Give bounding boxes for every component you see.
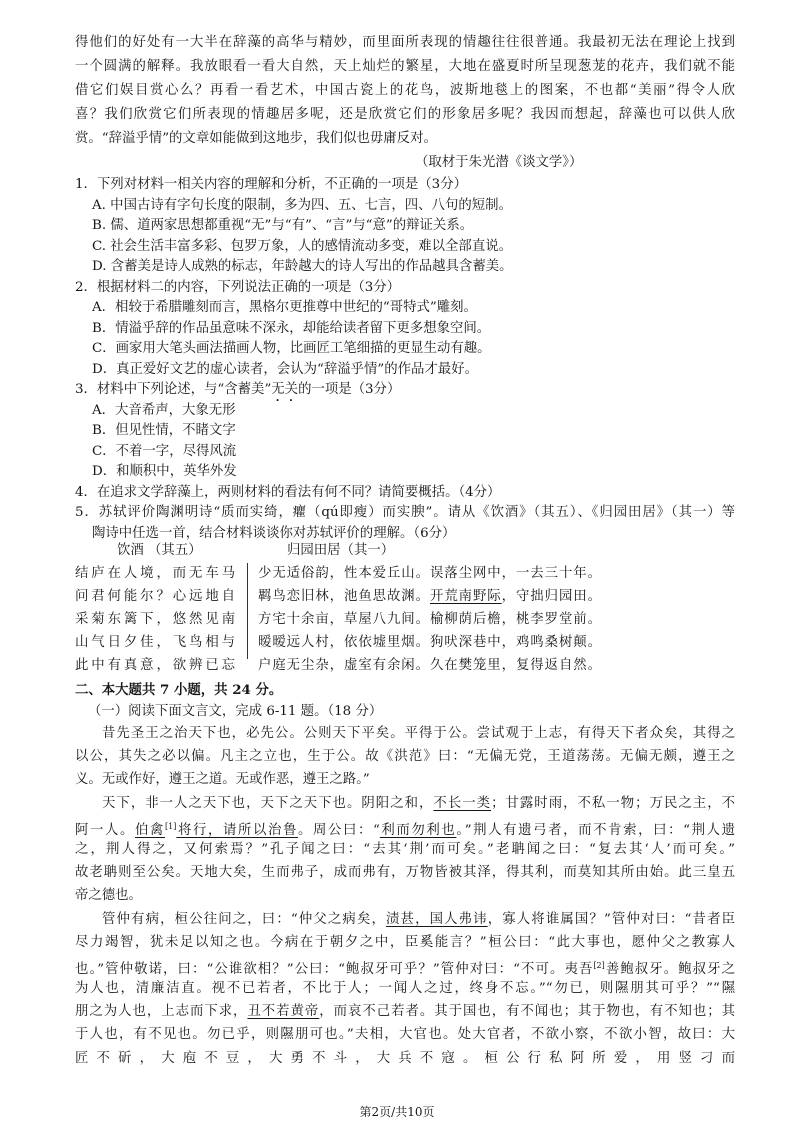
underlined-phrase: 不长一类 [433,795,492,811]
question-4-stem: 4．在追求文学辞藻上，两则材料的看法有何不同？请简要概括。（4分） [75,484,501,500]
question-2-option-a: A．相较于希腊雕刻而言，黑格尔更推尊中世纪的“哥特式”雕刻。 [92,300,477,315]
poem-line: 山气日夕佳，飞鸟相与 [75,635,235,650]
poem-line: 少无适俗韵，性本爱丘山。误落尘网中，一去三十年。 [258,566,601,581]
passage-line [75,815,735,838]
passage-line: 于人也，有不见也。勿已乎，则隰朋可也。”夫相，大官也。处大官者，不欲小察，不欲小智，故曰：大 [75,1027,735,1043]
poem-line: 结庐在人境，而无车马 [75,566,235,581]
passage-text: 善鲍叔牙。鲍叔牙之 [604,961,735,977]
poem-line: 暧暧远人村，依依墟里烟。狗吠深巷中，鸡鸣桑树颠。 [258,635,601,650]
passage-text: 阿一人。 [75,822,135,838]
poem-title-guiyuan: 归园田居（其一） [287,543,395,558]
passage-line: 为人也，清廉洁直。视不已若者，不比于人；一闻人之过，终身不忘。”“勿已，则隰朋其可乎？”“隰 [75,981,735,997]
question-1-option-a: A. 中国古诗有字句长度的限制，多为四、五、七言，四、八句的短制。 [92,197,512,213]
underlined-phrase: 利而勿利也 [379,822,457,838]
underlined-phrase: 开荒南野际 [429,589,502,604]
underlined-phrase: 渍甚，国人弗讳 [386,911,488,927]
section-two-header [75,680,735,722]
passage-line: 以公，其失之必以偏。凡主之立也，生于公。故《洪范》曰：“无偏无党，王道荡荡。无偏无颇，遵王之 [75,749,735,765]
passage-line: 故老聃则至公矣。天地大矣，生而弗子，成而弗有，万物皆被其泽，得其利，而莫知其所由始。此三皇五 [75,865,735,881]
passage-text: 。周公曰：“ [297,822,380,838]
question-2-stem: 2．根据材料二的内容，下列说法正确的一项是（3分） [75,279,401,295]
poem-text: 羁鸟恋旧林，池鱼思故渊。 [258,589,430,604]
question-3-option-b: B．但见性情，不睹文字 [92,423,236,438]
passage-text: 也。”管仲敬诺，曰：“公谁欲相？”公曰：“鲍叔牙可乎？”管仲对曰：“不可。夷吾 [75,961,594,977]
passage-text: ，而哀不己若者。其于国也，有不闻也；其于物也，有不知也；其 [319,1004,735,1020]
underlined-phrase: 伯禽 [135,822,165,838]
question-1-stem: 1．下列对材料一相关内容的理解和分析，不正确的一项是（3分） [75,177,467,192]
question-3-option-c: C．不着一字，尽得风流 [92,443,237,459]
passage-line: 之，荆人得之，又何索焉？”孔子闻之曰：“去其‘荆’而可矣。”老聃闻之曰：“复去其‘人’而可矣。” [75,841,735,857]
poem-text: ，守拙归园田。 [501,589,601,604]
material-line: 一个圆满的解释。我放眼看一看大自然，天上灿烂的繁星，大地在盛夏时所呈现葱茏的花卉，我们就不能 [75,59,735,74]
section-instruction: （一）阅读下面文言文，完成 6-11 题。（18 分） [88,704,383,719]
footnote-marker: [1] [165,821,177,831]
source-citation: （取材于朱光潜《谈文学》） [415,155,583,170]
question-1-option-d: D. 含蓄美是诗人成熟的标志，年龄越大的诗人写出的作品越具含蓄美。 [92,259,513,274]
question-1-option-c: C. 社会生活丰富多彩、包罗万象，人的感情流动多变，难以全部直说。 [92,238,512,254]
question-3-stem [75,380,735,401]
emphasized-word: 无关 [271,382,299,397]
question-5-stem: 5．苏轼评价陶渊明诗“质而实绮，癯（qú即瘦）而实腴”。请从《饮酒》（其五）、《归园田居》（其一）等 [75,505,735,520]
passage-line: 匠不斫，大庖不豆，大勇不斗，大兵不寇。桓公行私阿所爱，用竖刁而 [75,1050,735,1066]
question-3-option-a: A．大音希声，大象无形 [92,402,236,418]
poem-guiyuan [258,562,601,677]
underlined-phrase: 丑不若黄帝 [247,1004,320,1020]
question-2-option-b: B．情溢乎辞的作品虽意味不深永，却能给读者留下更多想象空间。 [92,320,491,336]
poem-line: 户庭无尘杂，虚室有余闲。久在樊笼里，复得返自然。 [258,658,601,673]
poem-line: 采菊东篱下，悠然见南 [75,612,235,627]
poem-title-yinjiu: 饮酒 （其五） [117,543,202,558]
passage-line [75,908,735,931]
passage-line [75,1000,735,1023]
material-line: 借它们娱目赏心么？再看一看艺术，中国古瓷上的花鸟，波斯地毯上的图案，不也都“美丽”得令人欣 [75,83,735,98]
passage-text: ，寡人将谁属国？”管仲对曰：“昔者臣 [487,911,735,927]
section-heading: 二、本大题共 7 小题，共 24 分。 [75,682,283,698]
passage-text: ；甘露时雨，不私一物；万民之主，不 [491,795,735,811]
question-3-option-d: D．和顺积中，英华外发 [92,464,237,479]
underlined-phrase: 将行，请所以治鲁 [176,822,298,838]
material-line: 喜？我们欣赏它们所表现的情趣居多呢，还是欣赏它们的形象居多呢？我因而想起，辞藻也可以供人欣 [75,107,735,122]
page-footer: 第2页/共10页 [359,1105,435,1119]
passage-text: 天下，非一人之天下也，天下之天下也。阴阳之和， [102,795,434,811]
classical-passage [75,722,735,1070]
stem-text: 的一项是（3分） [298,382,401,397]
question-2-option-d: D．真正爱好文艺的虚心读者，会认为“辞溢乎情”的作品才最好。 [92,361,478,377]
question-1-option-b: B. 儒、道两家思想都重视“无”与“有”、“言”与“意”的辩证关系。 [92,218,474,233]
stem-text: 3．材料中下列论述，与“含蓄美” [75,382,272,397]
material-line: 赏。“辞溢乎情”的文章如能做到这地步，我们似也毋庸反对。 [75,131,437,146]
passage-text: 管仲有病，桓公往问之，曰：“仲父之病矣， [102,911,387,927]
question-5-stem-continued: 陶诗中任选一首，结合材料谈谈你对苏轼评价的理解。（6分） [92,525,456,541]
question-2-option-c: C．画家用大笔头画法描画人物，比画匠工笔细描的更显生动有趣。 [92,341,491,356]
poem-line [258,585,601,608]
passage-line: 昔先圣王之治天下也，必先公。公则天下平矣。平得于公。尝试观于上志，有得天下者众矣，其得之 [102,726,735,741]
passage-text: 朋之为人也，上志而下求， [75,1004,248,1020]
passage-text: 。”荆人有遗弓者，而不肯索，曰：“荆人遗 [456,822,735,838]
poem-line: 方宅十余亩，草屋八九间。榆柳荫后檐，桃李罗堂前。 [258,612,601,627]
passage-line: 帝之德也。 [75,888,142,904]
passage-line: 义。无或作好，遵王之道。无或作恶，遵王之路。” [75,772,370,788]
passage-line: 尽力竭智，犹未足以知之也。今病在于朝夕之中，臣奚能言？”桓公曰：“此大事也，愿仲父之教寡人 [75,934,735,950]
material-line: 得他们的好处有一大半在辞藻的高华与精妙，而里面所表现的情趣往往很普通。我最初无法在理论上找到 [75,35,735,50]
poem-line: 此中有真意，欲辨已忘 [75,658,235,673]
poem-divider [247,563,248,659]
material-excerpt [75,31,735,175]
passage-line [75,792,735,815]
footnote-marker: [2] [593,960,605,970]
poem-yinjiu [75,562,235,677]
question-list [75,175,735,544]
passage-line [75,954,735,977]
poem-line: 问君何能尔？心远地自 [75,589,235,604]
